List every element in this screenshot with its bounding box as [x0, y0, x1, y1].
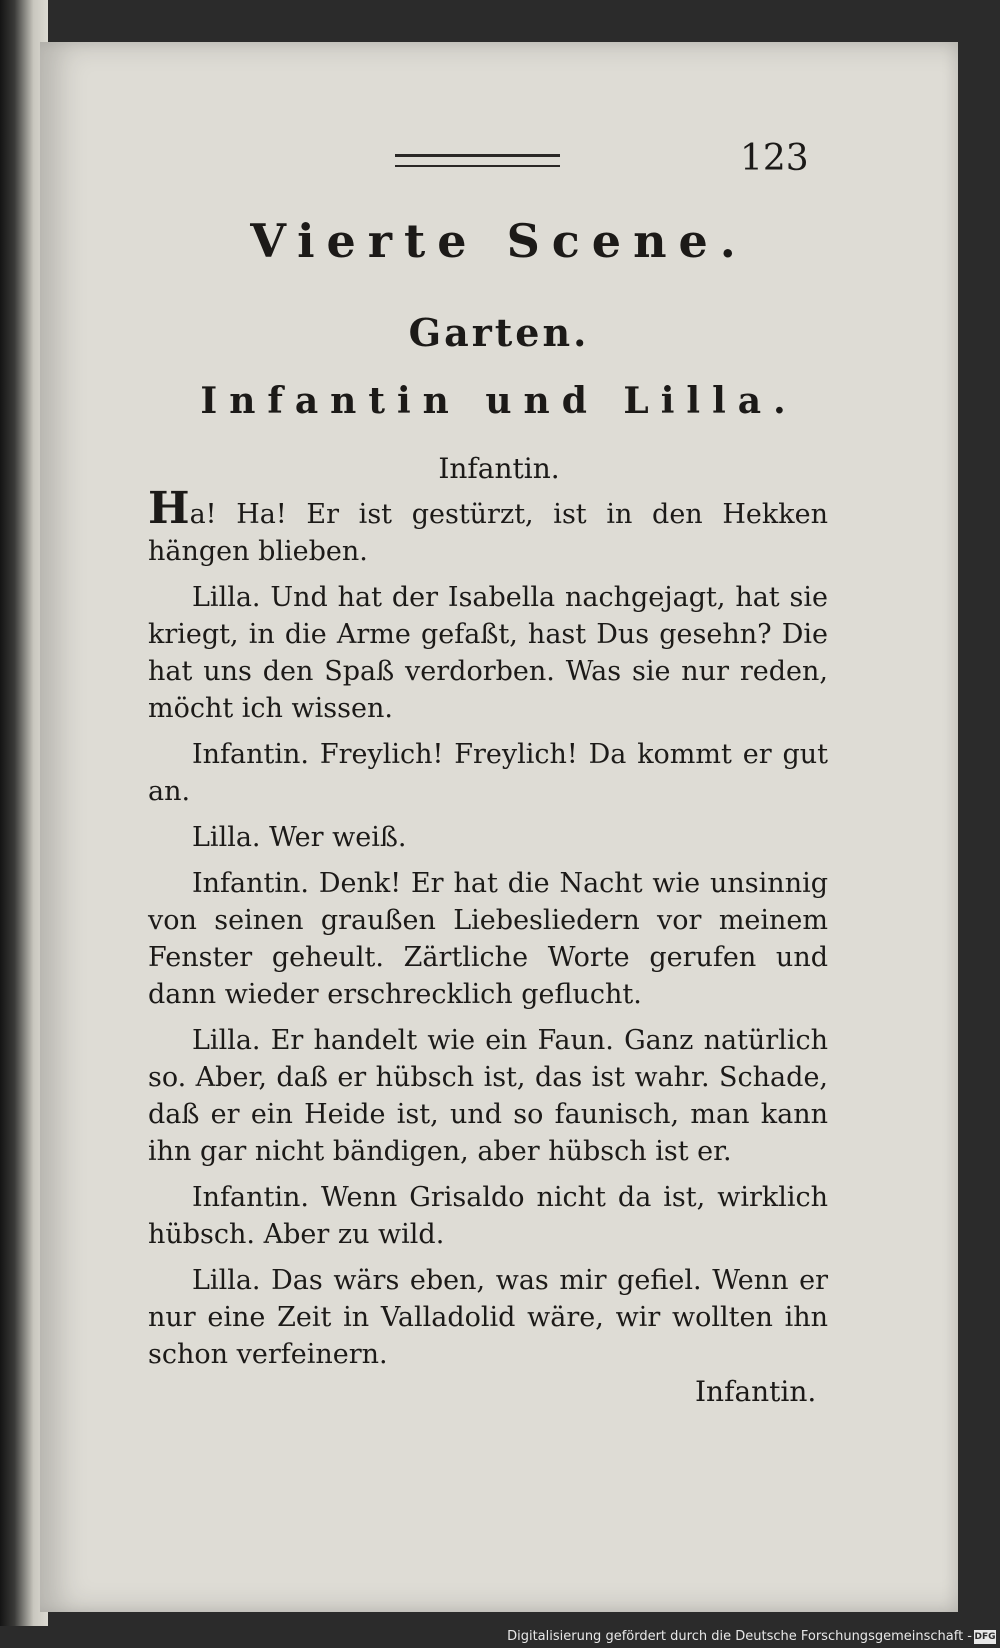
paragraph-text: a! Ha! Er ist gestürzt, ist in den Hekken hängen blieben. [148, 499, 828, 567]
page-number: 123 [740, 138, 809, 179]
paragraph: Lilla. Er handelt wie ein Faun. Ganz natürlich so. Aber, daß er hübsch ist, das ist wahr. Schade, daß er ein Heide ist, und so faunisch, man kann ihn gar nicht bändigen, aber hübsch ist er. [148, 1025, 828, 1167]
header-rule [395, 154, 560, 167]
paragraph: Lilla. Und hat der Isabella nachgejagt, hat sie kriegt, in die Arme gefaßt, hast Dus gesehn? Die hat uns den Spaß verdorben. Was sie nur reden, möcht ich wissen. [148, 582, 828, 724]
paragraph: Lilla. Wer weiß. [192, 822, 407, 853]
paragraph: Infantin. Freylich! Freylich! Da kommt er gut an. [148, 739, 828, 807]
catchword: Infantin. [695, 1375, 817, 1408]
paragraph: Lilla. Das wärs eben, was mir gefiel. Wenn er nur eine Zeit in Valladolid wäre, wir wollten ihn schon verfeinern. [148, 1265, 828, 1370]
first-speaker: Infantin. [438, 452, 560, 485]
paragraph: Infantin. Denk! Er hat die Nacht wie unsinnig von seinen graußen Liebesliedern vor meinem Fenster geheult. Zärtliche Worte gerufen und dann wieder erschrecklich geflucht. [148, 868, 828, 1010]
paragraph [148, 483, 828, 570]
paragraph: Infantin. Wenn Grisaldo nicht da ist, wirklich hübsch. Aber zu wild. [148, 1182, 828, 1250]
characters-heading: Infantin und Lilla. [200, 380, 798, 422]
dialogue-body [148, 483, 828, 1382]
book-page [40, 42, 958, 1612]
place-heading: Garten. [408, 310, 590, 355]
drop-cap: H [148, 483, 190, 534]
footer-credit: Digitalisierung gefördert durch die Deutsche Forschungsgemeinschaft - [507, 1629, 972, 1644]
dfg-logo: DFG [974, 1632, 996, 1642]
scene-heading: Vierte Scene. [250, 214, 748, 268]
